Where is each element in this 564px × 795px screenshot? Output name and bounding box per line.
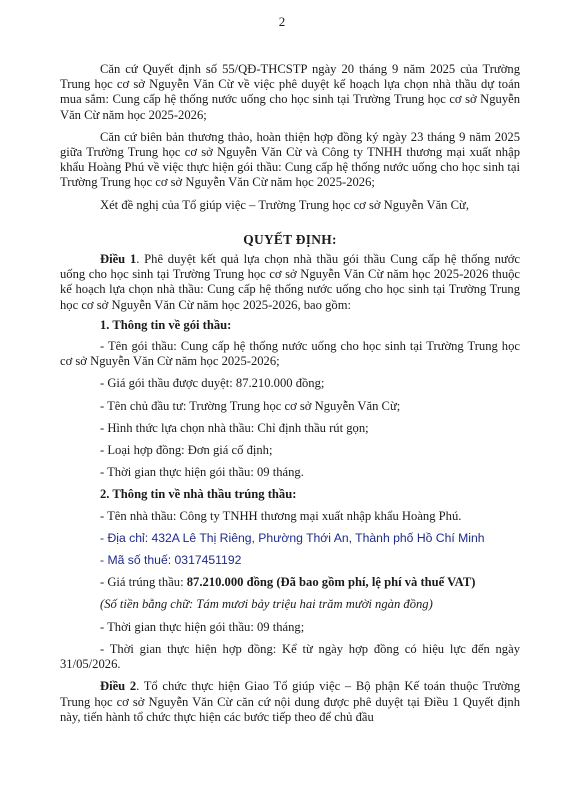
execution-time-item: - Thời gian thực hiện gói thầu: 09 tháng; <box>100 619 305 634</box>
contract-time-item: - Thời gian thực hiện hợp đồng: Kể từ ngày hợp đồng có hiệu lực đến ngày 31/05/2026. <box>60 641 520 672</box>
tax-code-item: - Mã số thuế: 0317451192 <box>100 553 242 568</box>
selection-method-item: - Hình thức lựa chọn nhà thầu: Chỉ định thầu rút gọn; <box>100 420 369 435</box>
contractor-name-item: - Tên nhà thầu: Công ty TNHH thương mại xuất nhập khẩu Hoàng Phú. <box>100 508 462 523</box>
article-2 <box>60 679 520 725</box>
package-price-item: - Giá gói thầu được duyệt: 87.210.000 đồng; <box>100 376 325 391</box>
contractor-address-item: - Địa chỉ: 432A Lê Thị Riêng, Phường Thới An, Thành phố Hồ Chí Minh <box>100 530 485 545</box>
section-1-title: 1. Thông tin về gói thầu: <box>100 317 232 332</box>
investor-item: - Tên chủ đầu tư: Trường Trung học cơ sở Nguyễn Văn Cừ; <box>100 398 401 413</box>
preamble-paragraph-1: Căn cứ Quyết định số 55/QĐ-THCSTP ngày 20 tháng 9 năm 2025 của Trường Trung học cơ sở Nguyễn Văn Cừ về việc phê duyệt kế hoạch lựa chọn nhà thầu dự toán mua sắm: Cung cấp hệ thống nước uống cho học sinh tại Trường Trung học cơ sở Nguyễn Văn Cừ năm học 2025-2026; <box>60 62 520 122</box>
page-number: 2 <box>278 14 286 29</box>
article-1-label: Điều 1 <box>100 252 137 267</box>
document-body <box>60 62 520 730</box>
preamble-paragraph-2: Căn cứ biên bản thương thảo, hoàn thiện hợp đồng ký ngày 23 tháng 9 năm 2025 giữa Trường Trung học cơ sở Nguyễn Văn Cừ và Công ty TNHH thương mại xuất nhập khẩu Hoàng Phú về việc thực hiện gói thầu: Cung cấp hệ thống nước uống cho học sinh tại Trường Trung học cơ sở Nguyễn Văn Cừ năm học 2025-2026; <box>60 129 520 190</box>
article-2-text: . Tổ chức thực hiện Giao Tổ giúp việc – Bộ phận Kế toán thuộc Trường Trung học cơ sở Nguyễn Văn Cừ căn cứ nội dung được phê duyệt tại Điều 1 Quyết định này, tiến hành tổ chức thực hiện các bước tiếp theo để chủ đầu <box>60 679 520 724</box>
section-2-title: 2. Thông tin về nhà thầu trúng thầu: <box>100 487 297 502</box>
contract-type-item: - Loại hợp đồng: Đơn giá cố định; <box>100 443 273 458</box>
winning-price-item <box>60 575 520 590</box>
price-in-words: (Số tiền bằng chữ: Tám mươi bảy triệu hai trăm mười ngàn đồng) <box>100 597 433 612</box>
article-1 <box>60 252 520 313</box>
package-duration-item: - Thời gian thực hiện gói thầu: 09 tháng. <box>100 465 304 480</box>
package-name-item: - Tên gói thầu: Cung cấp hệ thống nước uống cho học sinh tại Trường Trung học cơ sở Nguyễn Văn Cừ năm học 2025-2026; <box>60 339 520 369</box>
article-1-text: . Phê duyệt kết quả lựa chọn nhà thầu gói thầu Cung cấp hệ thống nước uống cho học sinh tại Trường Trung học cơ sở Nguyễn Văn Cừ năm học 2025-2026 thuộc kế hoạch lựa chọn nhà thầu: Cung cấp hệ thống nước uống cho học sinh tại Trường Trung học cơ sở Nguyễn Văn Cừ năm học 2025-2026, bao gồm: <box>60 252 520 312</box>
winning-price-value: 87.210.000 đồng (Đã bao gồm phí, lệ phí và thuế VAT) <box>186 575 476 590</box>
winning-price-label: - Giá trúng thầu: <box>100 575 187 590</box>
article-2-label: Điều 2 <box>100 679 137 694</box>
preamble-paragraph-3: Xét đề nghị của Tổ giúp việc – Trường Trung học cơ sở Nguyễn Văn Cừ, <box>100 197 469 212</box>
decision-heading: QUYẾT ĐỊNH: <box>243 231 337 247</box>
